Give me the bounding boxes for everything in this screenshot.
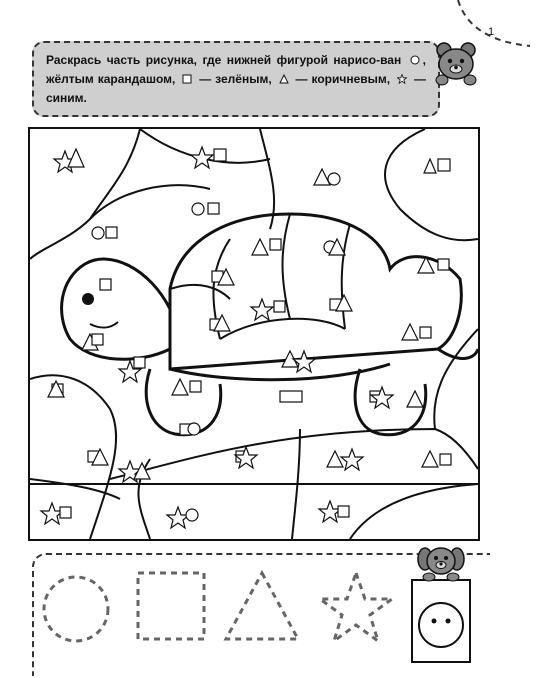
- triangle-icon: [279, 74, 289, 84]
- instruction-text-1: Раскрась часть рисунка, где нижней фигурой нарисо-ван: [46, 53, 402, 67]
- coloring-picture: [28, 127, 480, 541]
- trace-triangle-icon: [226, 573, 298, 639]
- smiley-face-icon: [419, 603, 463, 647]
- instruction-box: [32, 41, 440, 117]
- instruction-text-4: — коричневым,: [295, 72, 391, 86]
- turtle-icon: [30, 129, 478, 539]
- trace-circle-icon: [44, 577, 108, 641]
- trace-star-icon: [320, 573, 392, 641]
- star-icon: [397, 74, 407, 84]
- instruction-text-3: — зелёным,: [199, 72, 272, 86]
- instruction-text-5: — синим.: [46, 72, 426, 105]
- page-number: 1: [488, 26, 495, 38]
- circle-icon: [410, 55, 420, 65]
- instruction-text-2: , жёлтым карандашом,: [46, 53, 426, 86]
- square-icon: [182, 74, 192, 84]
- bear-icon: [430, 40, 482, 90]
- trace-square-icon: [138, 573, 204, 639]
- dog-icon: [415, 543, 467, 583]
